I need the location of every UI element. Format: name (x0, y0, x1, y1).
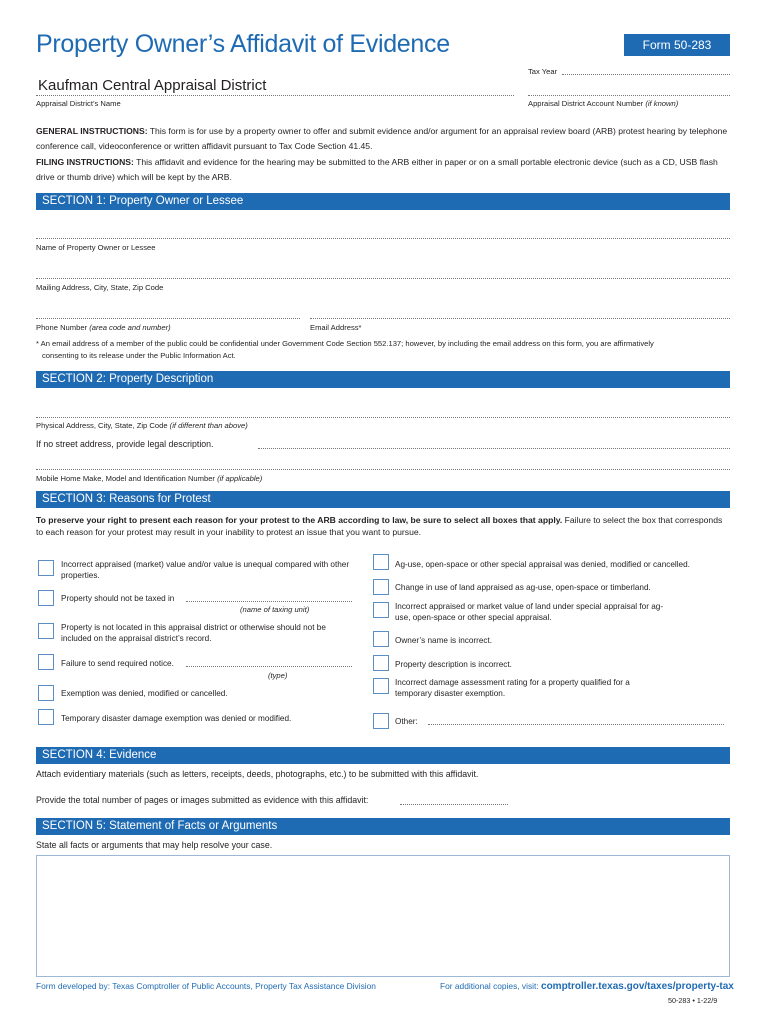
physical-address-label: Physical Address, City, State, Zip Code (if different than above) (36, 421, 248, 430)
physical-address-field[interactable] (36, 417, 730, 418)
statement-textarea[interactable] (36, 855, 730, 977)
checkbox-exemption-denied[interactable] (38, 685, 54, 701)
checkbox-owner-name[interactable] (373, 631, 389, 647)
email-footnote-line-1: * An email address of a member of the public could be confidential under Government Code Section 552.137; however, by including the email address on this form, you are affirmatively (36, 339, 654, 348)
email-footnote-line-2: consenting to its release under the Public Information Act. (42, 351, 236, 360)
option-not-taxed: Property should not be taxed in (61, 594, 175, 603)
option-incorrect-value: Incorrect appraised (market) value and/or value is unequal compared with other properties. (61, 560, 350, 580)
section-1-header: SECTION 1: Property Owner or Lessee (36, 193, 730, 210)
owner-name-label: Name of Property Owner or Lessee (36, 243, 156, 252)
district-name-line (36, 95, 514, 96)
mailing-address-label: Mailing Address, City, State, Zip Code (36, 283, 164, 292)
checkbox-failure-notice[interactable] (38, 654, 54, 670)
mailing-address-field[interactable] (36, 278, 730, 279)
checkbox-ag-use-denied[interactable] (373, 554, 389, 570)
account-number-field[interactable] (528, 95, 730, 96)
email-field[interactable] (310, 318, 730, 319)
option-owner-name: Owner’s name is incorrect. (395, 636, 493, 645)
footer-developed-by: Form developed by: Texas Comptroller of Public Accounts, Property Tax Assistance Division (36, 981, 376, 991)
checkbox-other[interactable] (373, 713, 389, 729)
phone-field[interactable] (36, 318, 300, 319)
taxing-unit-label: (name of taxing unit) (240, 605, 310, 614)
taxing-unit-field[interactable] (186, 601, 352, 602)
tax-year-field[interactable] (562, 74, 730, 75)
form-number-badge: Form 50-283 (624, 34, 730, 56)
option-land-value: Incorrect appraised or market value of land under special appraisal for ag-use, open-space or other special appraisal. (395, 602, 664, 622)
mobile-home-field[interactable] (36, 469, 730, 470)
footer-copies: For additional copies, visit: comptroller.texas.gov/taxes/property-tax (440, 981, 734, 992)
checkbox-disaster-exemption[interactable] (38, 709, 54, 725)
form-title: Property Owner’s Affidavit of Evidence (36, 30, 450, 58)
option-change-in-use: Change in use of land appraised as ag-use, open-space or timberland. (395, 583, 651, 592)
other-reason-field[interactable] (428, 724, 724, 725)
option-property-description: Property description is incorrect. (395, 660, 512, 669)
checkbox-incorrect-value[interactable] (38, 560, 54, 576)
legal-description-label: If no street address, provide legal description. (36, 439, 214, 449)
tax-year-label: Tax Year (528, 67, 558, 76)
account-number-label: Appraisal District Account Number (if known) (528, 99, 679, 108)
option-failure-notice: Failure to send required notice. (61, 659, 174, 668)
evidence-page-count-label: Provide the total number of pages or images submitted as evidence with this affidavit: (36, 795, 369, 805)
option-disaster-exemption: Temporary disaster damage exemption was denied or modified. (61, 714, 292, 723)
checkbox-land-value[interactable] (373, 602, 389, 618)
phone-label: Phone Number (area code and number) (36, 323, 171, 332)
mobile-home-label: Mobile Home Make, Model and Identification Number (if applicable) (36, 474, 263, 483)
option-damage-rating: Incorrect damage assessment rating for a property qualified for a temporary disaster exemption. (395, 678, 630, 698)
notice-type-label: (type) (268, 671, 288, 680)
legal-description-field[interactable] (258, 448, 730, 449)
section-3-intro: To preserve your right to present each reason for your protest to the ARB according to law, be sure to select all boxes that apply. Failure to select the box that corresponds to each reason for your protest may result in your inability to protest an issue that you want to pursue. (36, 515, 723, 537)
section-3-header: SECTION 3: Reasons for Protest (36, 491, 730, 508)
section-2-header: SECTION 2: Property Description (36, 371, 730, 388)
section-4-header: SECTION 4: Evidence (36, 747, 730, 764)
filing-instructions: FILING INSTRUCTIONS: This affidavit and evidence for the hearing may be submitted to the ARB either in paper or on a small portable electronic device (such as a CD, USB flash drive or thumb drive) which will be kept by the ARB. (36, 157, 718, 182)
evidence-page-count-field[interactable] (400, 804, 508, 805)
checkbox-not-in-district[interactable] (38, 623, 54, 639)
footer-form-code: 50-283 • 1-22/9 (668, 996, 718, 1005)
district-name-label: Appraisal District’s Name (36, 99, 121, 108)
checkbox-not-taxed[interactable] (38, 590, 54, 606)
general-instructions: GENERAL INSTRUCTIONS: This form is for use by a property owner to offer and submit evidence and/or argument for an appraisal review board (ARB) protest hearing by telephone conference call, videoconference or written affidavit pursuant to Tax Code Section 41.45. (36, 126, 728, 151)
checkbox-change-in-use[interactable] (373, 579, 389, 595)
option-other: Other: (395, 717, 418, 726)
evidence-instructions: Attach evidentiary materials (such as letters, receipts, deeds, photographs, etc.) to be submitted with this affidavit. (36, 769, 479, 779)
notice-type-field[interactable] (186, 666, 352, 667)
option-not-in-district: Property is not located in this appraisal district or otherwise should not be included on the appraisal district’s record. (61, 623, 326, 643)
checkbox-property-description[interactable] (373, 655, 389, 671)
option-ag-use-denied: Ag-use, open-space or other special appraisal was denied, modified or cancelled. (395, 560, 690, 569)
option-exemption-denied: Exemption was denied, modified or cancelled. (61, 689, 228, 698)
footer-url-link[interactable]: comptroller.texas.gov/taxes/property-tax (541, 981, 734, 992)
district-name-value[interactable]: Kaufman Central Appraisal District (38, 77, 267, 94)
checkbox-damage-rating[interactable] (373, 678, 389, 694)
statement-instructions: State all facts or arguments that may help resolve your case. (36, 840, 273, 850)
section-5-header: SECTION 5: Statement of Facts or Arguments (36, 818, 730, 835)
owner-name-field[interactable] (36, 238, 730, 239)
email-label: Email Address* (310, 323, 362, 332)
